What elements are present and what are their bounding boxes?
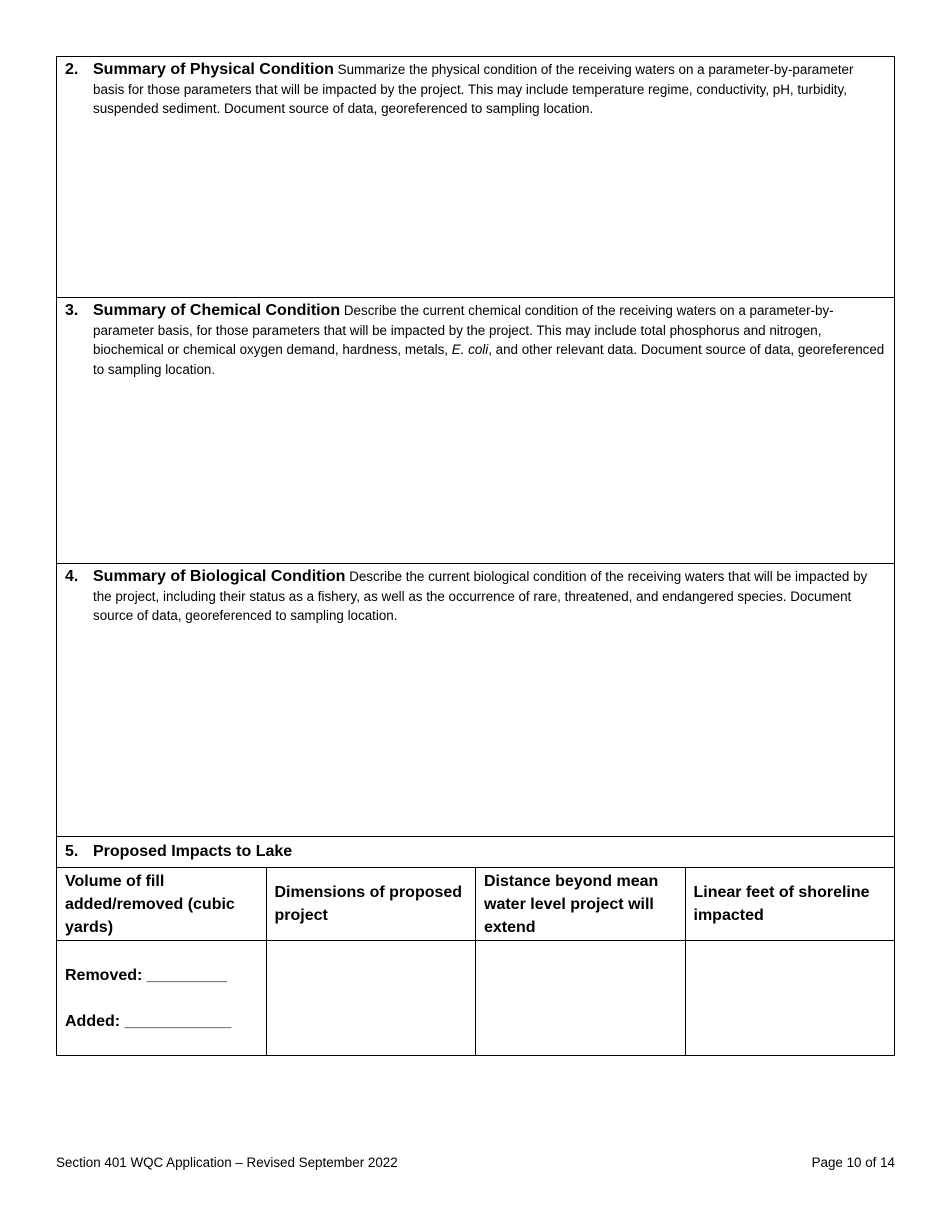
application-form (56, 56, 895, 1056)
shoreline-cell[interactable] (685, 941, 895, 1056)
section-number: 3. (65, 302, 79, 319)
section-title: Summary of Physical Condition (93, 61, 334, 78)
section-title: Proposed Impacts to Lake (93, 843, 293, 860)
section-physical-condition[interactable] (56, 56, 895, 297)
section-body (93, 60, 886, 119)
section-body (93, 301, 886, 379)
added-field[interactable]: Added: ____________ (65, 1012, 232, 1030)
table-row (57, 941, 895, 1056)
impacts-table (56, 867, 895, 1056)
distance-cell[interactable] (476, 941, 686, 1056)
section-title: Summary of Biological Condition (93, 568, 346, 585)
section-instructions-cont: , and other relevant data. Document source of data, georeferenced to sampling location. (93, 342, 885, 377)
section-number: 2. (65, 61, 79, 78)
column-header-distance: Distance beyond mean water level project will extend (476, 868, 686, 941)
section-chemical-condition[interactable] (56, 297, 895, 563)
section-proposed-impacts (56, 836, 895, 867)
section-biological-condition[interactable] (56, 563, 895, 836)
ecoli-italic: E. coli (451, 342, 489, 357)
column-header-volume: Volume of fill added/removed (cubic yards) (57, 868, 267, 941)
footer-document-title: Section 401 WQC Application – Revised September 2022 (56, 1155, 398, 1170)
removed-field[interactable]: Removed: _________ (65, 966, 227, 984)
page-footer (56, 1155, 895, 1170)
dimensions-cell[interactable] (266, 941, 476, 1056)
column-header-shoreline: Linear feet of shoreline impacted (685, 868, 895, 941)
volume-cell[interactable] (57, 941, 267, 1056)
section-instructions: Summarize the physical condition of the receiving waters on a parameter-by-parameter basis for those parameters that will be impacted by the project. This may include temperature regime, conductivity, pH, turbidity, suspended sediment. Document source of data, georeferenced to sampling location. (93, 62, 854, 116)
column-header-dimensions: Dimensions of proposed project (266, 868, 476, 941)
section-title: Summary of Chemical Condition (93, 302, 341, 319)
section-number: 4. (65, 568, 79, 585)
section-instructions: Describe the current chemical condition of the receiving waters on a parameter-by-parameter basis, for those parameters that will be impacted by the project. This may include total phosphorus and nitrogen, biochemical or chemical oxygen demand, hardness, metals, (93, 303, 834, 357)
table-header-row (57, 868, 895, 941)
section-number: 5. (65, 843, 79, 860)
section-body (93, 567, 886, 626)
footer-page-number: Page 10 of 14 (811, 1155, 895, 1170)
section-instructions: Describe the current biological condition of the receiving waters that will be impacted by the project, including their status as a fishery, as well as the occurrence of rare, threatened, and endangered species. Document source of data, georeferenced to sampling location. (93, 569, 868, 623)
